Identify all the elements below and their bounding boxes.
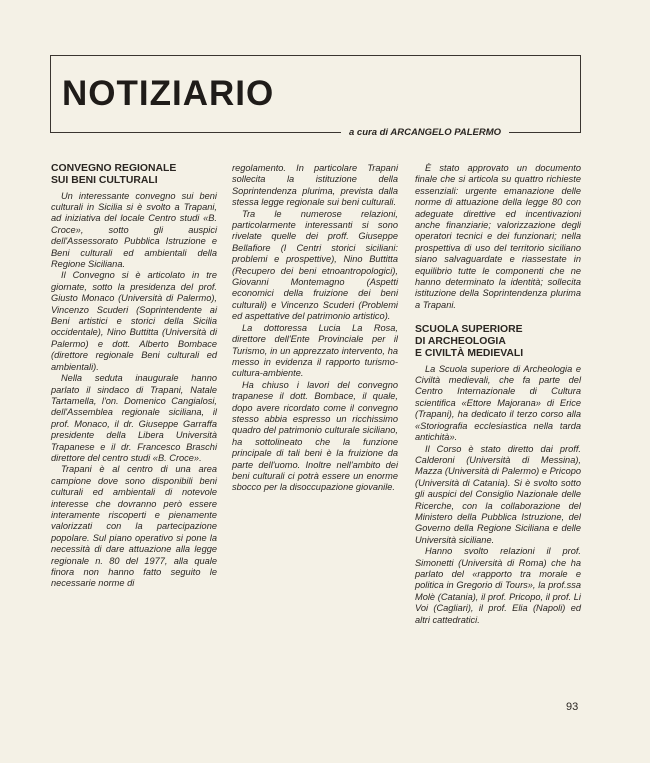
paragraph: È stato approvato un documento finale che si articola su quattro richieste essenziali: urgente emanazione delle norme di attuazione della legge 80 con adeguate direttive ed incentivazioni anche finanziarie; valorizzazione degli operatori tecnici e dei funzionari; nella prospettiva di uso del territorio siciliano siano salvaguardate e riassestate in equilibrio tutte le componenti che ne hanno determinato la identità; sollecita istituzione della Soprintendenza plurima a Trapani.	[415, 163, 581, 310]
column-1	[51, 163, 217, 590]
article-heading	[51, 163, 217, 187]
article-heading	[415, 324, 581, 359]
heading-line: SUI BENI CULTURALI	[51, 174, 158, 186]
paragraph: Il Convegno si è articolato in tre giornate, sotto la presidenza del prof. Giusto Monaco (Università di Palermo), Vincenzo Scuderi (Soprintendente ai Beni artistici e storici della Sicilia occidentale), Nino Buttitta (Università di Palermo) e dott. Alberto Bombace (direttore regionale Beni culturali ed ambientali).	[51, 270, 217, 372]
paragraph: Hanno svolto relazioni il prof. Simonetti (Università di Roma) che ha parlato del «rapporto tra morale e politica in Gregorio di Tours», la prof.ssa Molè (Catania), il prof. Pricopo, il prof. Li Voi (Cagliari), il prof. Elia (Napoli) ed altri cattedratici.	[415, 546, 581, 625]
paragraph: regolamento. In particolare Trapani sollecita la istituzione della Soprintendenza plurima, prevista dalla stessa legge regionale sui beni culturali.	[232, 163, 398, 208]
paragraph: La dottoressa Lucia La Rosa, direttore dell'Ente Provinciale per il Turismo, in un apprezzato intervento, ha messo in evidenza il rapporto turismo-cultura-ambiente.	[232, 322, 398, 379]
paragraph: La Scuola superiore di Archeologia e Civiltà medievali, che fa parte del Centro Internazionale di Cultura scientifica «Ettore Majorana» di Erice (Trapani), ha dedicato il terzo corso alla «Storiografia ecclesiastica nella tarda antichità».	[415, 363, 581, 443]
masthead-box	[50, 55, 581, 133]
heading-line: DI ARCHEOLOGIA	[415, 336, 506, 348]
page-title: NOTIZIARIO	[62, 74, 275, 113]
page-number: 93	[566, 701, 579, 713]
column-3	[415, 163, 581, 626]
heading-line: E CIVILTÀ MEDIEVALI	[415, 347, 524, 359]
heading-line: CONVEGNO REGIONALE	[51, 163, 177, 174]
column-2	[232, 163, 398, 494]
paragraph: Tra le numerose relazioni, particolarmente interessanti si sono rivelate quelle dei proff. Giuseppe Bellafiore (I Centri storici siciliani: problemi e prospettive), Nino Buttitta (Recupero dei beni etnoantropologici), Giovanni Montemagno (Aspetti economici della fruizione dei beni culturali) e Vincenzo Scuderi (Problemi ed aspettative del patrimonio artistico).	[232, 208, 398, 322]
left-rule	[50, 132, 350, 133]
paragraph: Ha chiuso i lavori del convegno trapanese il dott. Bombace, il quale, dopo avere ricordato come il convegno stesso abbia espresso un ricchissimo quadro del patrimonio culturale siciliano, ha sottolineato che la funzione principale di tali beni è la fruizione da parte dell'uomo. Inoltre nell'ambito dei beni culturali ci potrà essere un enorme sbocco per la disoccupazione giovanile.	[232, 379, 398, 493]
curator-line	[50, 127, 581, 139]
paragraph: Trapani è al centro di una area campione dove sono disponibili beni culturali ed ambientali di notevole interesse che dovranno però essere interamente riscoperti e pienamente valorizzati con la partecipazione popolare. Sul piano operativo si pone la necessità di dare attuazione alla legge regionale n. 80 del 1977, alla quale finora non hanno fatto seguito le necessarie norme di	[51, 464, 217, 589]
paragraph: Il Corso è stato diretto dai proff. Calderoni (Università di Messina), Mazza (Università di Palermo) e Pricopo (Università di Catania). Si è svolto sotto gli auspici del Consiglio Nazionale delle Ricerche, con la collaborazione del Ministero della Pubblica Istruzione, del Governo della Regione Siciliana e delle Università siciliane.	[415, 443, 581, 545]
right-rule	[535, 132, 581, 133]
paragraph: Un interessante convegno sui beni culturali in Sicilia si è svolto a Trapani, ad iniziativa del locale Centro studi «B. Croce», sotto gli auspici dell'Assessorato Pubblica Istruzione e Beni culturali ed ambientali della Regione Siciliana.	[51, 190, 217, 270]
heading-line: SCUOLA SUPERIORE	[415, 324, 523, 336]
paragraph: Nella seduta inaugurale hanno parlato il sindaco di Trapani, Natale Tartamella, l'on. Domenico Cangialosi, dell'Assemblea regionale siciliana, il prof. Monaco, il dr. Giuseppe Garraffa presidente della Libera Università Trapanese e il dr. Francesco Braschi direttore del centro studi «B. Croce».	[51, 373, 217, 463]
curator-credit: a cura di ARCANGELO PALERMO	[341, 127, 509, 139]
